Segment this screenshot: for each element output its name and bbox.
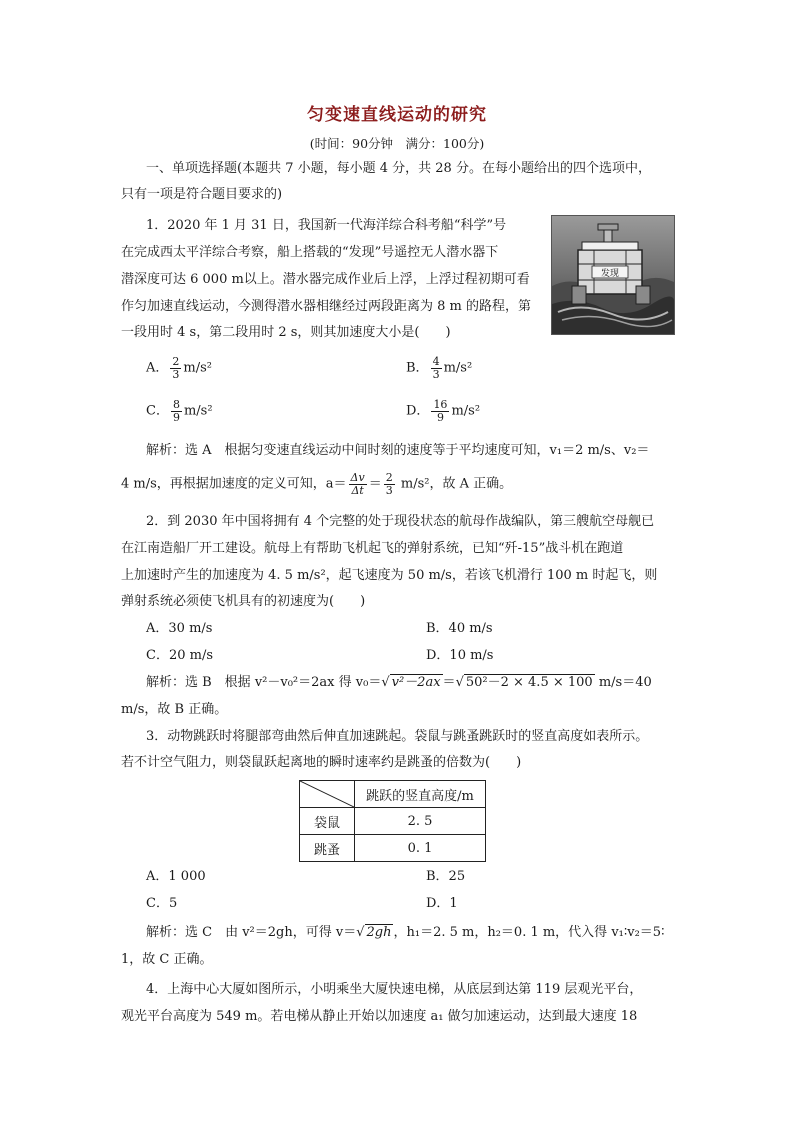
q2-line-3: 上加速时产生的加速度为 4. 5 m/s²，起飞速度为 50 m/s，若该飞机滑行 100 m 时起飞，则	[121, 568, 658, 583]
table-header-row	[300, 781, 486, 808]
q1-analysis-frac2-den: 3	[385, 484, 393, 497]
q2-line-1: 2．到 2030 年中国将拥有 4 个完整的处于现役状态的航母作战编队，第三艘航空母舰已	[146, 514, 655, 529]
q1-line-3: 潜深度可达 6 000 m以上。潜水器完成作业后上浮，上浮过程初期可看	[121, 272, 530, 287]
q1-analysis-frac1-den: Δt	[351, 484, 364, 497]
q1-option-a-letter: A．	[146, 360, 169, 376]
q1-option-d-den: 9	[436, 411, 444, 424]
q1-option-c-num: 8	[172, 398, 180, 411]
q1-option-c-fraction	[171, 399, 182, 424]
table-corner-cell	[300, 781, 355, 808]
q1-option-a-unit: m/s²	[183, 360, 212, 376]
q1-option-b-den: 3	[432, 368, 440, 381]
section-heading-line-1: 一、单项选择题(本题共 7 小题，每小题 4 分，共 28 分。在每小题给出的四个选项中，	[146, 161, 651, 176]
q2-line-4: 弹射系统必须使飞机具有的初速度为( )	[121, 594, 366, 609]
q1-analysis-frac2-num: 2	[385, 471, 393, 484]
section-heading-line-2: 只有一项是符合题目要求的)	[121, 187, 283, 202]
q1-option-a-fraction	[170, 356, 181, 381]
q1-option-c-unit: m/s²	[183, 403, 213, 419]
q2-line-2: 在江南造船厂开工建设。航母上有帮助飞机起飞的弹射系统，已知“歼-15”战斗机在跑道	[121, 541, 624, 556]
q3-analysis-tail: ，h₁＝2. 5 m，h₂＝0. 1 m，代入得 v₁∶v₂＝5∶	[393, 925, 665, 940]
q1-option-d-letter: D．	[406, 403, 430, 419]
q1-analysis-text: 4 m/s，再根据加速度的定义可知，a＝	[121, 476, 347, 492]
table-cell-animal: 袋鼠	[300, 808, 355, 835]
q3-option-b: B．25	[426, 869, 466, 884]
q1-option-d	[406, 399, 480, 424]
q3-option-a: A．1 000	[146, 869, 206, 884]
q2-option-d: D．10 m/s	[426, 648, 494, 663]
q1-analysis-fraction-2	[384, 472, 395, 497]
q1-analysis-line-2	[121, 472, 512, 497]
page-subtitle: (时间：90分钟 满分：100分)	[309, 136, 485, 151]
submersible-image	[552, 216, 674, 334]
q1-option-d-fraction	[431, 399, 449, 424]
q1-option-b-fraction	[431, 356, 442, 381]
table-cell-value: 0. 1	[355, 835, 486, 862]
q1-option-a	[146, 356, 212, 381]
q1-option-d-unit: m/s²	[451, 403, 481, 419]
q1-line-4: 作匀加速直线运动，今测得潜水器相继经过两段距离为 8 m 的路程，第	[121, 299, 531, 314]
q2-analysis-line-1: 解析：选 B 根据 v²－v₀²＝2ax 得 v₀＝√ v²－2ax ＝√ 50²－2 × 4.5 × 100 m/s＝40	[146, 675, 652, 690]
q3-line-2: 若不计空气阻力，则袋鼠跃起离地的瞬时速率约是跳蚤的倍数为( )	[121, 755, 522, 770]
table-header-height: 跳跃的竖直高度/m	[355, 781, 486, 808]
q1-analysis-fraction-1	[349, 472, 367, 497]
q1-analysis-frac1-num: Δv	[350, 471, 365, 484]
submersible-label: 发现	[600, 269, 620, 279]
q1-analysis-line-1: 解析：选 A 根据匀变速直线运动中间时刻的速度等于平均速度可知，v₁＝2 m/s、v₂＝	[146, 443, 650, 458]
table-row	[300, 835, 486, 862]
q3-option-d: D．1	[426, 896, 458, 911]
q3-analysis-text: 解析：选 C 由 v²＝2gh，可得 v＝	[146, 925, 357, 940]
q3-line-1: 3．动物跳跃时将腿部弯曲然后伸直加速跳起。袋鼠与跳蚤跳跃时的竖直高度如表所示。	[146, 729, 649, 744]
q1-line-5: 一段用时 4 s，第二段用时 2 s，则其加速度大小是( )	[121, 325, 451, 340]
page-title: 匀变速直线运动的研究	[307, 105, 487, 125]
q2-analysis-sqrt-1: v²－2ax	[391, 675, 441, 690]
q2-analysis-text: 解析：选 B 根据 v²－v₀²＝2ax 得 v₀＝	[146, 675, 382, 690]
table-cell-animal: 跳蚤	[300, 835, 355, 862]
q1-option-b-num: 4	[432, 355, 440, 368]
q2-analysis-sqrt-2: 50²－2 × 4.5 × 100	[465, 675, 593, 690]
q1-option-a-den: 3	[172, 368, 180, 381]
q1-option-b	[406, 356, 472, 381]
q1-option-b-letter: B．	[406, 360, 429, 376]
q1-line-1: 1．2020 年 1 月 31 日，我国新一代海洋综合科考船“科学”号	[146, 218, 507, 233]
q2-analysis-eq: ＝	[442, 675, 456, 690]
q4-line-2: 观光平台高度为 549 m。若电梯从静止开始以加速度 a₁ 做匀加速运动，达到最大速度 18	[121, 1009, 638, 1024]
q2-option-c: C．20 m/s	[146, 648, 213, 663]
q3-analysis-line-2: 1，故 C 正确。	[121, 952, 213, 967]
q1-analysis-eq: ＝	[368, 476, 382, 492]
q1-option-a-num: 2	[172, 355, 180, 368]
table-cell-value: 2. 5	[355, 808, 486, 835]
q2-analysis-line-2: m/s，故 B 正确。	[121, 702, 228, 717]
q1-option-d-num: 16	[433, 398, 448, 411]
q3-analysis-sqrt: 2gh	[366, 925, 392, 940]
q1-analysis-tail: m/s²，故 A 正确。	[396, 476, 513, 492]
submersible-photo	[551, 215, 675, 335]
q2-option-a: A．30 m/s	[146, 621, 213, 636]
q3-analysis-line-1: 解析：选 C 由 v²＝2gh，可得 v＝√ 2gh ，h₁＝2. 5 m，h₂＝0. 1 m，代入得 v₁∶v₂＝5∶	[146, 925, 665, 940]
q2-option-b: B．40 m/s	[426, 621, 493, 636]
q1-option-c-den: 9	[172, 411, 180, 424]
q1-line-2: 在完成西太平洋综合考察，船上搭载的“发现”号遥控无人潜水器下	[121, 245, 499, 260]
q4-line-1: 4．上海中心大厦如图所示，小明乘坐大厦快速电梯，从底层到达第 119 层观光平台，	[146, 982, 643, 997]
table-row	[300, 808, 486, 835]
jump-height-table	[299, 780, 486, 862]
q3-option-c: C．5	[146, 896, 178, 911]
diagonal-line-icon	[300, 781, 354, 807]
q1-option-b-unit: m/s²	[443, 360, 473, 376]
q1-option-c	[146, 399, 213, 424]
q2-analysis-tail: m/s＝40	[594, 675, 652, 690]
q1-option-c-letter: C．	[146, 403, 169, 419]
